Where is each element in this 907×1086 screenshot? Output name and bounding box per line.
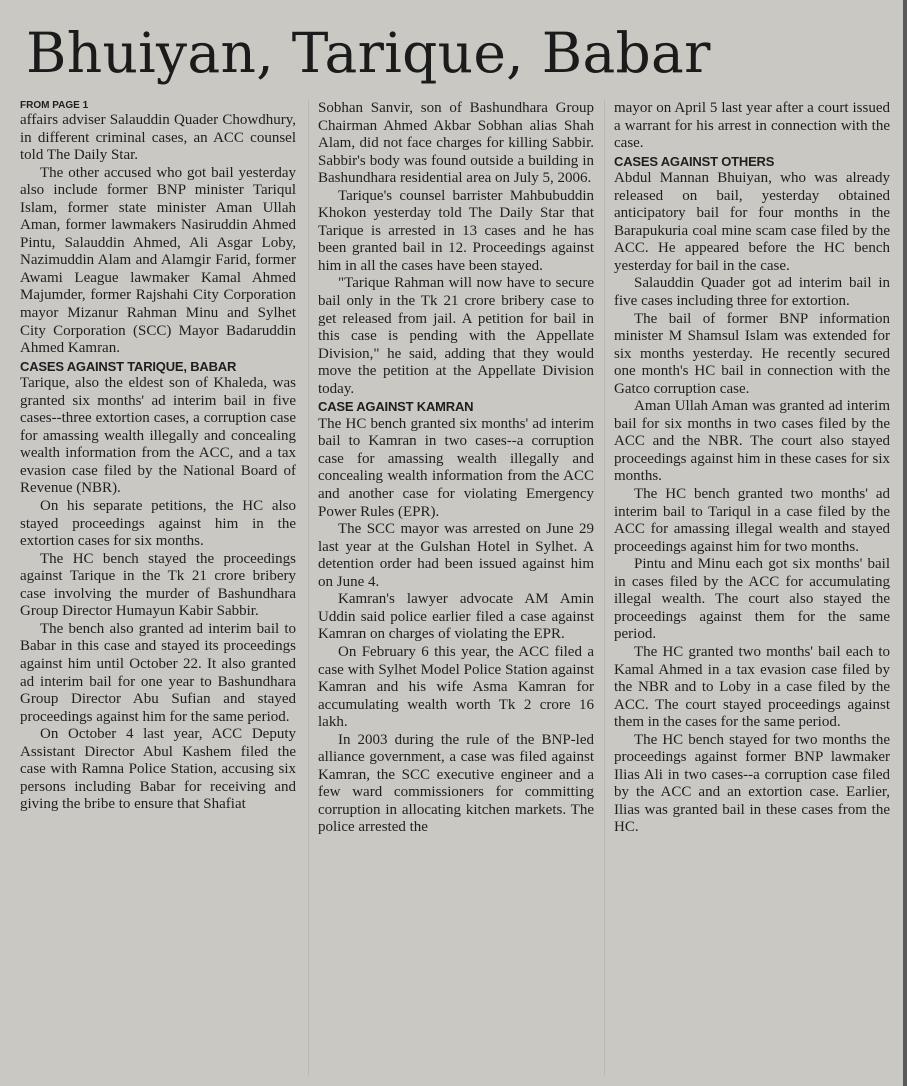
paragraph: The HC bench stayed for two months the proceedings against former BNP lawmaker Ilias Ali in two cases--a corruption case filed by the ACC and an extortion case. Earlier, Ilias was granted bail in these cases from the HC.: [614, 731, 890, 836]
kicker-label: FROM PAGE 1: [20, 100, 89, 111]
paragraph: On February 6 this year, the ACC filed a case with Sylhet Model Police Station against Kamran and his wife Asma Kamran for accumulating wealth worth Tk 2 crore 16 lakh.: [318, 643, 594, 731]
article-column-1: [20, 100, 296, 1080]
article-headline: Bhuiyan, Tarique, Babar: [26, 21, 711, 85]
paragraph: The other accused who got bail yesterday also include former BNP minister Tariqul Islam, former state minister Aman Ullah Aman, former lawmakers Nasiruddin Ahmed Pintu, Salauddin Ahmed, Ali Asgar Loby, Nazimuddin Alam and Alamgir Farid, former Awami League lawmaker Kamal Ahmed Majumder, former Rajshahi City Corporation mayor Mizanur Rahman Minu and Sylhet City Corporation (SCC) Mayor Badaruddin Ahmed Kamran.: [20, 164, 296, 357]
paragraph: The SCC mayor was arrested on June 29 last year at the Gulshan Hotel in Sylhet. A detention order had been issued against him on June 4.: [318, 521, 594, 590]
paragraph: affairs adviser Salauddin Quader Chowdhury, in different criminal cases, an ACC counsel told The Daily Star.: [20, 112, 296, 164]
paragraph: On his separate petitions, the HC also stayed proceedings against him in the extortion cases for six months.: [20, 498, 296, 550]
scan-edge: [903, 0, 907, 1086]
paragraph: Tarique, also the eldest son of Khaleda, was granted six months' ad interim bail in five cases--three extortion cases, a corruption case for amassing wealth illegally and concealing wealth information from the ACC, and a tax evasion case filed by the National Board of Revenue (NBR).: [20, 375, 296, 497]
subheading: CASES AGAINST TARIQUE, BABAR: [20, 358, 237, 374]
paragraph: The HC granted two months' bail each to Kamal Ahmed in a tax evasion case filed by the NBR and to Loby in a case filed by the ACC. The court stayed proceedings against them in the cases for the same period.: [614, 643, 890, 731]
subheading: CASES AGAINST OTHERS: [614, 153, 775, 169]
paragraph: Tarique's counsel barrister Mahbubuddin Khokon yesterday told The Daily Star that Tarique is arrested in 13 cases and he has been granted bail in 12. Proceedings against him in all the cases have been stayed.: [318, 187, 594, 274]
article-column-3: [614, 100, 890, 1080]
paragraph: The bench also granted ad interim bail to Babar in this case and stayed its proceedings against him until October 22. It also granted ad interim bail for one year to Bashundhara Group Director Abu Sufian and stayed proceedings against him for the same period.: [20, 620, 296, 725]
subheading: CASE AGAINST KAMRAN: [318, 399, 474, 415]
paragraph: Abdul Mannan Bhuiyan, who was already released on bail, yesterday obtained anticipatory bail for four months in the Barapukuria coal mine scam case filed by the ACC. He appeared before the HC bench yesterday for bail in the case.: [614, 170, 890, 274]
paragraph: Sobhan Sanvir, son of Bashundhara Group Chairman Ahmed Akbar Sobhan alias Shah Alam, did not face charges for killing Sabbir. Sabbir's body was found outside a building in Bashundhara residential area on July 5, 2006.: [318, 100, 594, 187]
paragraph: Salauddin Quader got ad interim bail in five cases including three for extortion.: [614, 275, 890, 310]
article-column-2: [318, 100, 594, 1080]
paragraph: The bail of former BNP information minister M Shamsul Islam was extended for six months yesterday. He recently secured one month's HC bail in connection with the Gatco corruption case.: [614, 310, 890, 397]
paragraph: "Tarique Rahman will now have to secure bail only in the Tk 21 crore bribery case to get released from jail. A petition for bail in this case is pending with the Appellate Division," he said, adding that they would move the petition at the Appellate Division today.: [318, 275, 594, 397]
paragraph: Pintu and Minu each got six months' bail in cases filed by the ACC for accumulating illegal wealth. The court also stayed the proceedings against them for the same period.: [614, 556, 890, 643]
paragraph: On October 4 last year, ACC Deputy Assistant Director Abul Kashem filed the case with Ramna Police Station, accusing six persons including Babar for receiving and giving the bribe to ensure that Shafiat: [20, 726, 296, 813]
paragraph: The HC bench granted two months' ad interim bail to Tariqul in a case filed by the ACC for amassing illegal wealth and stayed proceedings against him for two months.: [614, 486, 890, 555]
paragraph: The HC bench stayed the proceedings against Tarique in the Tk 21 crore bribery case involving the murder of Bashundhara Group Director Humayun Kabir Sabbir.: [20, 550, 296, 620]
paragraph: The HC bench granted six months' ad interim bail to Kamran in two cases--a corruption case for amassing wealth illegally and concealing wealth information from the ACC and another case for violating Emergency Power Rules (EPR).: [318, 415, 594, 520]
column-divider: [308, 100, 309, 1075]
paragraph: mayor on April 5 last year after a court issued a warrant for his arrest in connection with the case.: [614, 100, 890, 152]
paragraph: Kamran's lawyer advocate AM Amin Uddin said police earlier filed a case against Kamran on charges of violating the EPR.: [318, 591, 594, 643]
column-divider: [604, 100, 605, 1075]
paragraph: In 2003 during the rule of the BNP-led alliance government, a case was filed against Kamran, the SCC executive engineer and a few ward commissioners for committing corruption in allocating kitchen markets. The police arrested the: [318, 731, 594, 836]
paragraph: Aman Ullah Aman was granted ad interim bail for six months in two cases filed by the ACC and the NBR. The court also stayed proceedings against him in these cases for six months.: [614, 398, 890, 485]
